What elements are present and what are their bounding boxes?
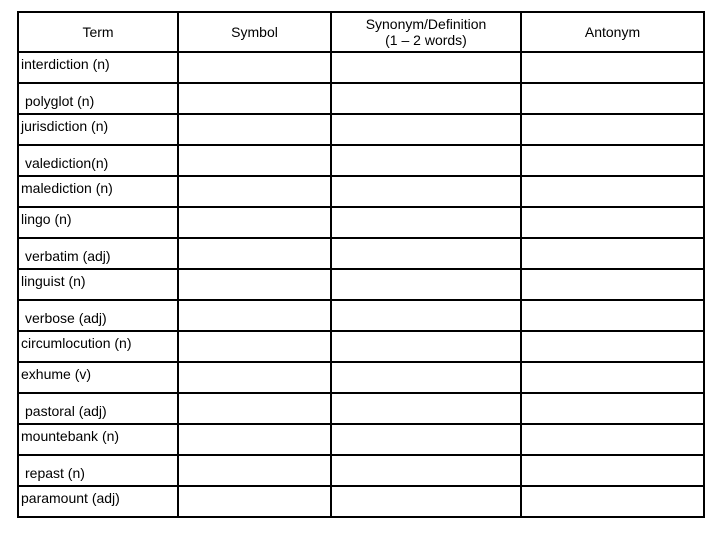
table-row bbox=[18, 362, 704, 393]
header-synonym-definition bbox=[331, 12, 521, 52]
symbol-cell[interactable] bbox=[178, 269, 331, 300]
term-cell: exhume (v) bbox=[18, 362, 178, 393]
header-symbol: Symbol bbox=[178, 12, 331, 52]
antonym-cell[interactable] bbox=[521, 486, 704, 517]
symbol-cell[interactable] bbox=[178, 83, 331, 114]
synonym-cell[interactable] bbox=[331, 486, 521, 517]
synonym-cell[interactable] bbox=[331, 455, 521, 486]
antonym-cell[interactable] bbox=[521, 424, 704, 455]
symbol-cell[interactable] bbox=[178, 331, 331, 362]
term-cell: linguist (n) bbox=[18, 269, 178, 300]
symbol-cell[interactable] bbox=[178, 300, 331, 331]
symbol-cell[interactable] bbox=[178, 362, 331, 393]
table-row bbox=[18, 486, 704, 517]
table-row bbox=[18, 393, 704, 424]
synonym-cell[interactable] bbox=[331, 393, 521, 424]
antonym-cell[interactable] bbox=[521, 114, 704, 145]
term-cell: circumlocution (n) bbox=[18, 331, 178, 362]
term-cell: mountebank (n) bbox=[18, 424, 178, 455]
header-antonym: Antonym bbox=[521, 12, 704, 52]
header-synonym-line2: (1 – 2 words) bbox=[385, 32, 467, 48]
synonym-cell[interactable] bbox=[331, 362, 521, 393]
antonym-cell[interactable] bbox=[521, 269, 704, 300]
antonym-cell[interactable] bbox=[521, 455, 704, 486]
antonym-cell[interactable] bbox=[521, 207, 704, 238]
synonym-cell[interactable] bbox=[331, 52, 521, 83]
table-row bbox=[18, 455, 704, 486]
symbol-cell[interactable] bbox=[178, 52, 331, 83]
table-row bbox=[18, 83, 704, 114]
header-row bbox=[18, 12, 704, 52]
symbol-cell[interactable] bbox=[178, 145, 331, 176]
antonym-cell[interactable] bbox=[521, 83, 704, 114]
vocabulary-table bbox=[17, 11, 705, 518]
term-cell: lingo (n) bbox=[18, 207, 178, 238]
table-row bbox=[18, 269, 704, 300]
synonym-cell[interactable] bbox=[331, 176, 521, 207]
header-term: Term bbox=[18, 12, 178, 52]
term-cell: pastoral (adj) bbox=[18, 393, 178, 424]
antonym-cell[interactable] bbox=[521, 331, 704, 362]
synonym-cell[interactable] bbox=[331, 269, 521, 300]
symbol-cell[interactable] bbox=[178, 238, 331, 269]
table-row bbox=[18, 300, 704, 331]
table-row bbox=[18, 331, 704, 362]
antonym-cell[interactable] bbox=[521, 238, 704, 269]
table-row bbox=[18, 114, 704, 145]
symbol-cell[interactable] bbox=[178, 393, 331, 424]
synonym-cell[interactable] bbox=[331, 300, 521, 331]
symbol-cell[interactable] bbox=[178, 455, 331, 486]
term-cell: valediction(n) bbox=[18, 145, 178, 176]
antonym-cell[interactable] bbox=[521, 176, 704, 207]
term-cell: repast (n) bbox=[18, 455, 178, 486]
antonym-cell[interactable] bbox=[521, 393, 704, 424]
synonym-cell[interactable] bbox=[331, 238, 521, 269]
term-cell: malediction (n) bbox=[18, 176, 178, 207]
header-synonym-line1: Synonym/Definition bbox=[365, 16, 487, 32]
symbol-cell[interactable] bbox=[178, 114, 331, 145]
synonym-cell[interactable] bbox=[331, 424, 521, 455]
synonym-cell[interactable] bbox=[331, 114, 521, 145]
antonym-cell[interactable] bbox=[521, 300, 704, 331]
table-row bbox=[18, 238, 704, 269]
table-row bbox=[18, 145, 704, 176]
table-row bbox=[18, 176, 704, 207]
synonym-cell[interactable] bbox=[331, 331, 521, 362]
symbol-cell[interactable] bbox=[178, 207, 331, 238]
symbol-cell[interactable] bbox=[178, 486, 331, 517]
antonym-cell[interactable] bbox=[521, 362, 704, 393]
symbol-cell[interactable] bbox=[178, 176, 331, 207]
table-row bbox=[18, 207, 704, 238]
table-row bbox=[18, 52, 704, 83]
table-row bbox=[18, 424, 704, 455]
synonym-cell[interactable] bbox=[331, 207, 521, 238]
symbol-cell[interactable] bbox=[178, 424, 331, 455]
term-cell: polyglot (n) bbox=[18, 83, 178, 114]
term-cell: verbose (adj) bbox=[18, 300, 178, 331]
term-cell: jurisdiction (n) bbox=[18, 114, 178, 145]
synonym-cell[interactable] bbox=[331, 83, 521, 114]
term-cell: interdiction (n) bbox=[18, 52, 178, 83]
term-cell: paramount (adj) bbox=[18, 486, 178, 517]
antonym-cell[interactable] bbox=[521, 145, 704, 176]
antonym-cell[interactable] bbox=[521, 52, 704, 83]
term-cell: verbatim (adj) bbox=[18, 238, 178, 269]
synonym-cell[interactable] bbox=[331, 145, 521, 176]
